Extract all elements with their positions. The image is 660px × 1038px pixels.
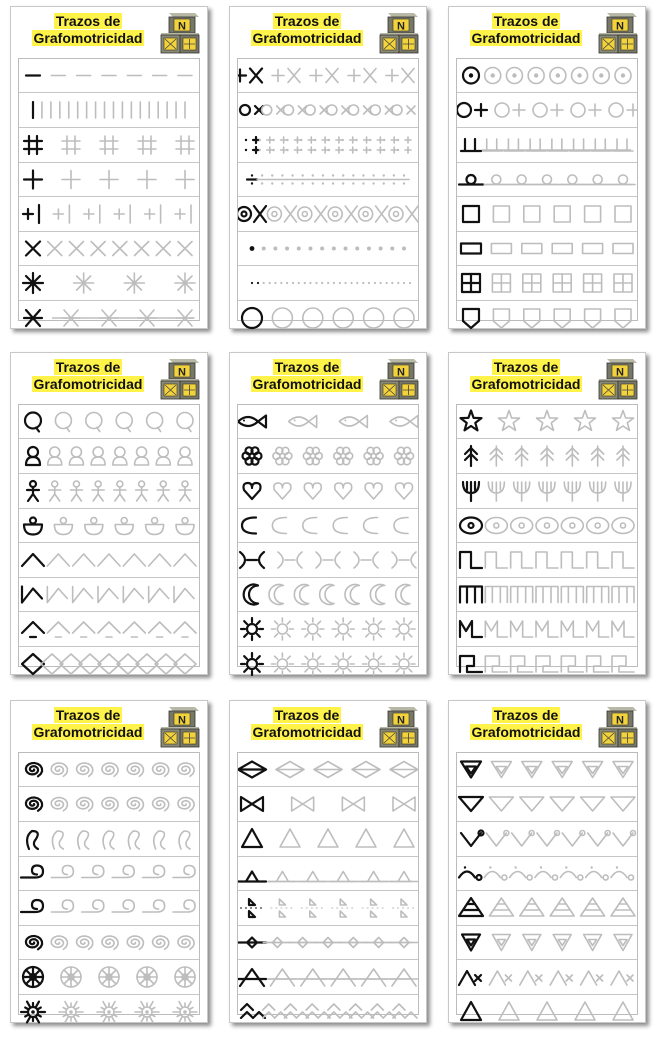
pattern-window xyxy=(457,266,637,300)
pattern-triangle xyxy=(457,995,637,1029)
tracing-row-circdot xyxy=(457,59,637,93)
pattern-moon xyxy=(238,578,418,611)
pattern-vdots xyxy=(457,822,637,856)
tracing-row-menorah xyxy=(457,474,637,509)
pattern-circdot xyxy=(457,59,637,92)
pattern-divdots xyxy=(238,266,418,300)
pattern-heart xyxy=(238,474,418,508)
tracing-rows xyxy=(456,404,638,667)
pattern-star xyxy=(457,405,637,438)
pattern-bubble xyxy=(19,405,199,438)
worksheet-card xyxy=(10,700,208,1023)
sheet-title xyxy=(455,359,597,393)
pattern-mountain xyxy=(457,960,637,994)
tracing-row-circlex xyxy=(238,93,418,128)
alphabet-blocks-logo xyxy=(159,357,201,401)
tracing-row-moon xyxy=(238,578,418,612)
alphabet-blocks-logo xyxy=(159,705,201,749)
pattern-ticks xyxy=(457,128,637,162)
tracing-row-ticks xyxy=(457,128,637,163)
title-line-1: Trazos de xyxy=(274,707,340,723)
pattern-diamonds xyxy=(19,647,199,681)
svg-text:N: N xyxy=(616,20,624,33)
pattern-targetx xyxy=(238,197,418,231)
tracing-row-bowl xyxy=(19,509,199,543)
tracing-row-curl xyxy=(19,891,199,926)
pattern-zigzag xyxy=(238,960,418,994)
pattern-zigbar xyxy=(19,578,199,611)
tracing-row-downtri xyxy=(457,753,637,787)
tracing-row-dots xyxy=(238,232,418,266)
tracing-rows xyxy=(18,404,200,667)
pattern-downtri xyxy=(457,753,637,786)
tracing-row-downtris xyxy=(457,787,637,822)
svg-text:N: N xyxy=(178,20,186,33)
pattern-circle xyxy=(238,301,418,335)
pattern-square-wave xyxy=(457,543,637,577)
tracing-row-cdots xyxy=(457,857,637,891)
pattern-bowl xyxy=(19,509,199,542)
tracing-rows xyxy=(237,58,419,321)
pattern-plusx xyxy=(238,59,418,92)
sheet-title xyxy=(236,707,378,741)
svg-text:N: N xyxy=(178,366,186,379)
tracing-row-flower xyxy=(238,439,418,474)
pattern-dotplus xyxy=(238,128,418,162)
title-line-2: Grafomotricidad xyxy=(33,30,143,46)
tracing-row-triangle xyxy=(457,995,637,1029)
title-line-2: Grafomotricidad xyxy=(33,724,143,740)
worksheet-card xyxy=(229,700,427,1023)
svg-text:N: N xyxy=(178,714,186,727)
tracing-rows xyxy=(456,752,638,1015)
title-line-1: Trazos de xyxy=(274,359,340,375)
tracing-row-square xyxy=(457,197,637,232)
tracing-row-bubble xyxy=(19,405,199,439)
tracing-row-doublearc xyxy=(238,543,418,578)
tracing-row-bowzig xyxy=(238,753,418,787)
tracing-row-stick xyxy=(19,474,199,509)
tracing-row-loop xyxy=(19,822,199,857)
pattern-dots xyxy=(238,232,418,265)
tracing-row-triangle xyxy=(238,822,418,857)
svg-text:N: N xyxy=(397,714,405,727)
pattern-square xyxy=(457,197,637,231)
tracing-row-chevrons xyxy=(238,995,418,1029)
pattern-wheel xyxy=(19,960,199,994)
pattern-bowzig xyxy=(238,753,418,786)
pattern-spiral xyxy=(19,926,199,959)
sheet-title xyxy=(455,707,597,741)
title-line-2: Grafomotricidad xyxy=(252,724,362,740)
tracing-rows xyxy=(18,58,200,321)
tracing-row-division xyxy=(238,163,418,197)
pattern-sunburst xyxy=(19,995,199,1029)
tracing-row-mwave xyxy=(457,612,637,647)
title-line-2: Grafomotricidad xyxy=(471,376,581,392)
pattern-downtris xyxy=(457,787,637,821)
alphabet-blocks-logo xyxy=(597,705,639,749)
svg-text:N: N xyxy=(397,20,405,33)
tracing-row-plus xyxy=(19,163,199,197)
tracing-row-spiral xyxy=(19,926,199,960)
pattern-curl xyxy=(19,857,199,890)
pattern-diamondline xyxy=(238,926,418,959)
pattern-zigdash xyxy=(19,612,199,646)
pattern-chevrons xyxy=(238,995,418,1029)
pattern-plusbar xyxy=(19,197,199,231)
tracing-row-tree xyxy=(457,439,637,474)
tracing-row-zigbar xyxy=(19,578,199,612)
pattern-cdots xyxy=(457,857,637,890)
tracing-row-meander xyxy=(457,647,637,681)
pattern-menorah xyxy=(457,474,637,508)
title-line-1: Trazos de xyxy=(55,707,121,723)
tracing-row-vdots xyxy=(457,822,637,857)
pattern-arc xyxy=(238,509,418,542)
pattern-division xyxy=(238,163,418,196)
pattern-rect xyxy=(457,232,637,265)
sheet-title xyxy=(17,707,159,741)
tracing-row-diamondline xyxy=(238,926,418,960)
pattern-plus xyxy=(19,163,199,196)
pattern-hash xyxy=(19,128,199,162)
tracing-rows xyxy=(18,752,200,1015)
tracing-row-pyramid xyxy=(457,891,637,926)
worksheet-card xyxy=(10,6,208,329)
pattern-pentagon xyxy=(457,301,637,335)
tracing-row-spiral xyxy=(19,787,199,822)
pattern-sun xyxy=(238,612,418,646)
pattern-flower xyxy=(238,439,418,473)
pattern-stick xyxy=(19,474,199,508)
tracing-row-targetx xyxy=(238,197,418,232)
pattern-chain xyxy=(457,509,637,542)
svg-text:N: N xyxy=(397,366,405,379)
tracing-row-mountain xyxy=(457,960,637,995)
pattern-triangle xyxy=(238,822,418,856)
pattern-arrowdots xyxy=(238,891,418,925)
tracing-row-sun xyxy=(238,612,418,647)
pattern-dash xyxy=(19,59,199,92)
tracing-row-spiral xyxy=(19,753,199,787)
pattern-pawn xyxy=(19,439,199,473)
tracing-row-pentagon xyxy=(457,301,637,335)
pattern-comb xyxy=(457,578,637,611)
tracing-row-dotplus xyxy=(238,128,418,163)
tracing-rows xyxy=(237,752,419,1015)
pattern-curl xyxy=(19,891,199,925)
svg-text:N: N xyxy=(616,714,624,727)
title-line-1: Trazos de xyxy=(493,359,559,375)
tracing-row-sun xyxy=(238,647,418,681)
title-line-1: Trazos de xyxy=(274,13,340,29)
alphabet-blocks-logo xyxy=(597,357,639,401)
pattern-doublearc xyxy=(238,543,418,577)
title-line-2: Grafomotricidad xyxy=(471,724,581,740)
worksheet-card xyxy=(229,6,427,329)
worksheet-card xyxy=(229,352,427,675)
title-line-1: Trazos de xyxy=(493,13,559,29)
tracing-row-loops xyxy=(457,163,637,197)
title-line-2: Grafomotricidad xyxy=(471,30,581,46)
pattern-bowtie xyxy=(238,787,418,821)
pattern-mwave xyxy=(457,612,637,646)
title-line-1: Trazos de xyxy=(493,707,559,723)
tracing-row-window xyxy=(457,266,637,301)
tracing-row-circplus xyxy=(457,93,637,128)
worksheet-card xyxy=(448,6,646,329)
sheet-title xyxy=(17,13,159,47)
sheet-title xyxy=(17,359,159,393)
tracing-row-hash xyxy=(19,128,199,163)
pattern-loop xyxy=(19,822,199,856)
tracing-row-plusx xyxy=(238,59,418,93)
alphabet-blocks-logo xyxy=(378,357,420,401)
title-line-1: Trazos de xyxy=(55,359,121,375)
alphabet-blocks-logo xyxy=(378,705,420,749)
pattern-circplus xyxy=(457,93,637,127)
tracing-row-starline xyxy=(19,301,199,335)
tracing-row-triline xyxy=(238,857,418,891)
tracing-row-arrowdots xyxy=(238,891,418,926)
alphabet-blocks-logo xyxy=(597,11,639,55)
tracing-row-ntri xyxy=(457,926,637,960)
tracing-rows xyxy=(456,58,638,321)
tracing-row-wheel xyxy=(19,960,199,995)
alphabet-blocks-logo xyxy=(378,11,420,55)
tracing-row-diamonds xyxy=(19,647,199,681)
tracing-row-heart xyxy=(238,474,418,509)
sheet-title xyxy=(236,359,378,393)
tracing-row-vbar xyxy=(19,93,199,128)
pattern-ntri xyxy=(457,926,637,959)
pattern-fish xyxy=(238,405,418,438)
pattern-spiral xyxy=(19,787,199,821)
pattern-loops xyxy=(457,163,637,196)
title-line-2: Grafomotricidad xyxy=(252,376,362,392)
tracing-row-dash xyxy=(19,59,199,93)
tracing-row-zigdash xyxy=(19,612,199,647)
tracing-row-zigzag xyxy=(238,960,418,995)
alphabet-blocks-logo xyxy=(159,11,201,55)
tracing-row-circle xyxy=(238,301,418,335)
pattern-circlex xyxy=(238,93,418,127)
tracing-row-divdots xyxy=(238,266,418,301)
pattern-ex xyxy=(19,232,199,265)
pattern-pyramid xyxy=(457,891,637,925)
pattern-asterisk xyxy=(19,266,199,300)
tracing-row-chain xyxy=(457,509,637,543)
tracing-row-asterisk xyxy=(19,266,199,301)
tracing-rows xyxy=(237,404,419,667)
sheet-title xyxy=(455,13,597,47)
sheet-title xyxy=(236,13,378,47)
pattern-zigup xyxy=(19,543,199,577)
pattern-spiral xyxy=(19,753,199,786)
tracing-row-sunburst xyxy=(19,995,199,1029)
tracing-row-comb xyxy=(457,578,637,612)
pattern-meander xyxy=(457,647,637,681)
tracing-row-plusbar xyxy=(19,197,199,232)
tracing-row-square-wave xyxy=(457,543,637,578)
tracing-row-arc xyxy=(238,509,418,543)
pattern-sun xyxy=(238,647,418,681)
title-line-2: Grafomotricidad xyxy=(252,30,362,46)
pattern-tree xyxy=(457,439,637,473)
tracing-row-ex xyxy=(19,232,199,266)
worksheet-card xyxy=(10,352,208,675)
tracing-row-rect xyxy=(457,232,637,266)
tracing-row-curl xyxy=(19,857,199,891)
tracing-row-zigup xyxy=(19,543,199,578)
tracing-row-star xyxy=(457,405,637,439)
pattern-triline xyxy=(238,857,418,890)
worksheet-card xyxy=(448,700,646,1023)
tracing-row-fish xyxy=(238,405,418,439)
tracing-row-bowtie xyxy=(238,787,418,822)
pattern-vbar xyxy=(19,93,199,127)
svg-text:N: N xyxy=(616,366,624,379)
tracing-row-pawn xyxy=(19,439,199,474)
pattern-starline xyxy=(19,301,199,335)
worksheet-card xyxy=(448,352,646,675)
title-line-1: Trazos de xyxy=(55,13,121,29)
title-line-2: Grafomotricidad xyxy=(33,376,143,392)
